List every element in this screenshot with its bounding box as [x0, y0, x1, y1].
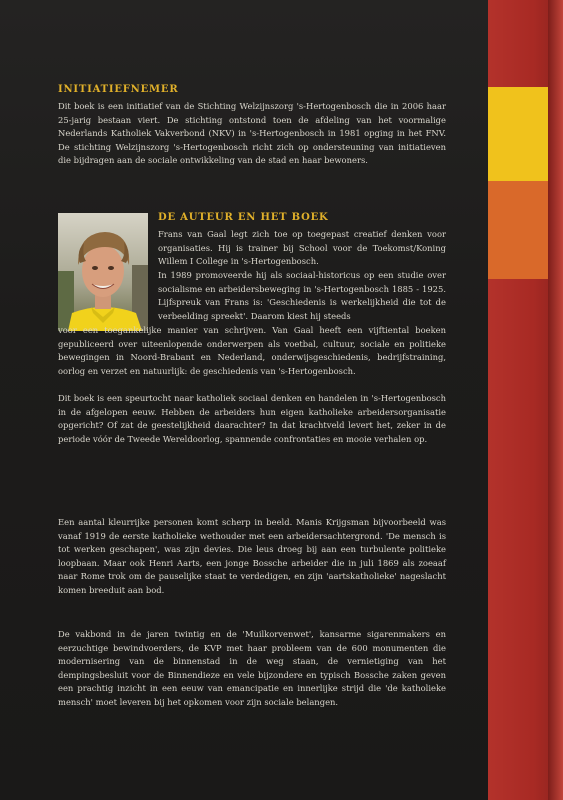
spine-edge	[548, 0, 563, 800]
spine-yellow-stripe	[488, 87, 548, 181]
author-photo	[58, 213, 148, 331]
paragraph-vakbond: De vakbond in de jaren twintig en de 'Muilkorvenwet', kansarme sigarenmakers en eerzuchtige bewindvoerders, de KVP met haar probleem van de 600 monumenten die modernisering van de binnenstad in de weg staan, de vernietiging van het dempingsbesluit voor de Binnendieze en vele bijzondere en typisch Bossche zaken geven een prachtig inzicht in een eeuw van emancipatie en innerlijke strijd die 'de katholieke mensch' moet leveren bij het opkomen voor zijn sociale belangen.	[58, 629, 446, 707]
initiatief-heading: INITIATIEFNEMER	[58, 84, 179, 95]
auteur-continued: voor een toegankelijke manier van schrijven. Van Gaal heeft een vijftiental boeken gepubliceerd over uiteenlopende onderwerpen als voetbal, cultuur, sociale en politieke bewegingen in Noord-Brabant en Nederland, onderwijsgeschiedenis, bedrijfstraining, oorlog en verzet en natuurlijk: de geschiedenis van 's-Hertogenbosch.	[58, 325, 446, 376]
auteur-intro: Frans van Gaal legt zich toe op toegepast creatief denken voor organisaties. Hij is trainer bij School voor de Toekomst/Koning Willem I College in 's-Hertogenbosch.	[158, 229, 446, 267]
auteur-heading: DE AUTEUR EN HET BOEK	[158, 212, 329, 223]
paragraph-personen: Een aantal kleurrijke personen komt scherp in beeld. Manis Krijgsman bijvoorbeeld was vanaf 1919 de eerste katholieke wethouder met een arbeidersachtergrond. 'De mensch is tot werken geschapen', was zijn devies. Die leus droeg bij aan een turbulente politieke loopbaan. Maar ook Henri Aarts, een jonge Bossche arbeider die in juli 1869 als zoeaaf naar Rome trok om de pauselijke staat te verdedigen, en zijn 'aartskatholieke' nageslacht komen breeduit aan bod.	[58, 517, 446, 595]
initiatief-text: Dit boek is een initiatief van de Stichting Welzijnszorg 's-Hertogenbosch die in 2006 haar 25-jarig bestaan viert. De stichting ontstond toen de afdeling van het voormalige Nederlands Katholiek Vakverbond (NKV) in 's-Hertogenbosch in 1981 opging in het FNV. De stichting Welzijnszorg 's-Hertogenbosch richt zich op ondersteuning van initiatieven die bijdragen aan de sociale ontwikkeling van de stad en haar bewoners.	[58, 101, 446, 166]
spine-orange-stripe	[488, 181, 548, 279]
auteur-bio: In 1989 promoveerde hij als sociaal-historicus op een studie over socialisme en arbeidersbeweging in 's-Hertogenbosch 1885 - 1925. Lijfspreuk van Frans is: 'Geschiedenis is werkelijkheid die tot de verbeelding spreekt'. Daarom kiest hij steeds	[158, 270, 446, 321]
paragraph-speurtocht: Dit boek is een speurtocht naar katholiek sociaal denken en handelen in 's-Hertogenbosch in de afgelopen eeuw. Hebben de arbeiders hun eigen katholieke arbeidersorganisatie opgericht? Of zat de geestelijkheid daarachter? In dat krachtveld levert het, zeker in de periode vóór de Tweede Wereldoorlog, spannende confrontaties en mooie verhalen op.	[58, 393, 446, 444]
